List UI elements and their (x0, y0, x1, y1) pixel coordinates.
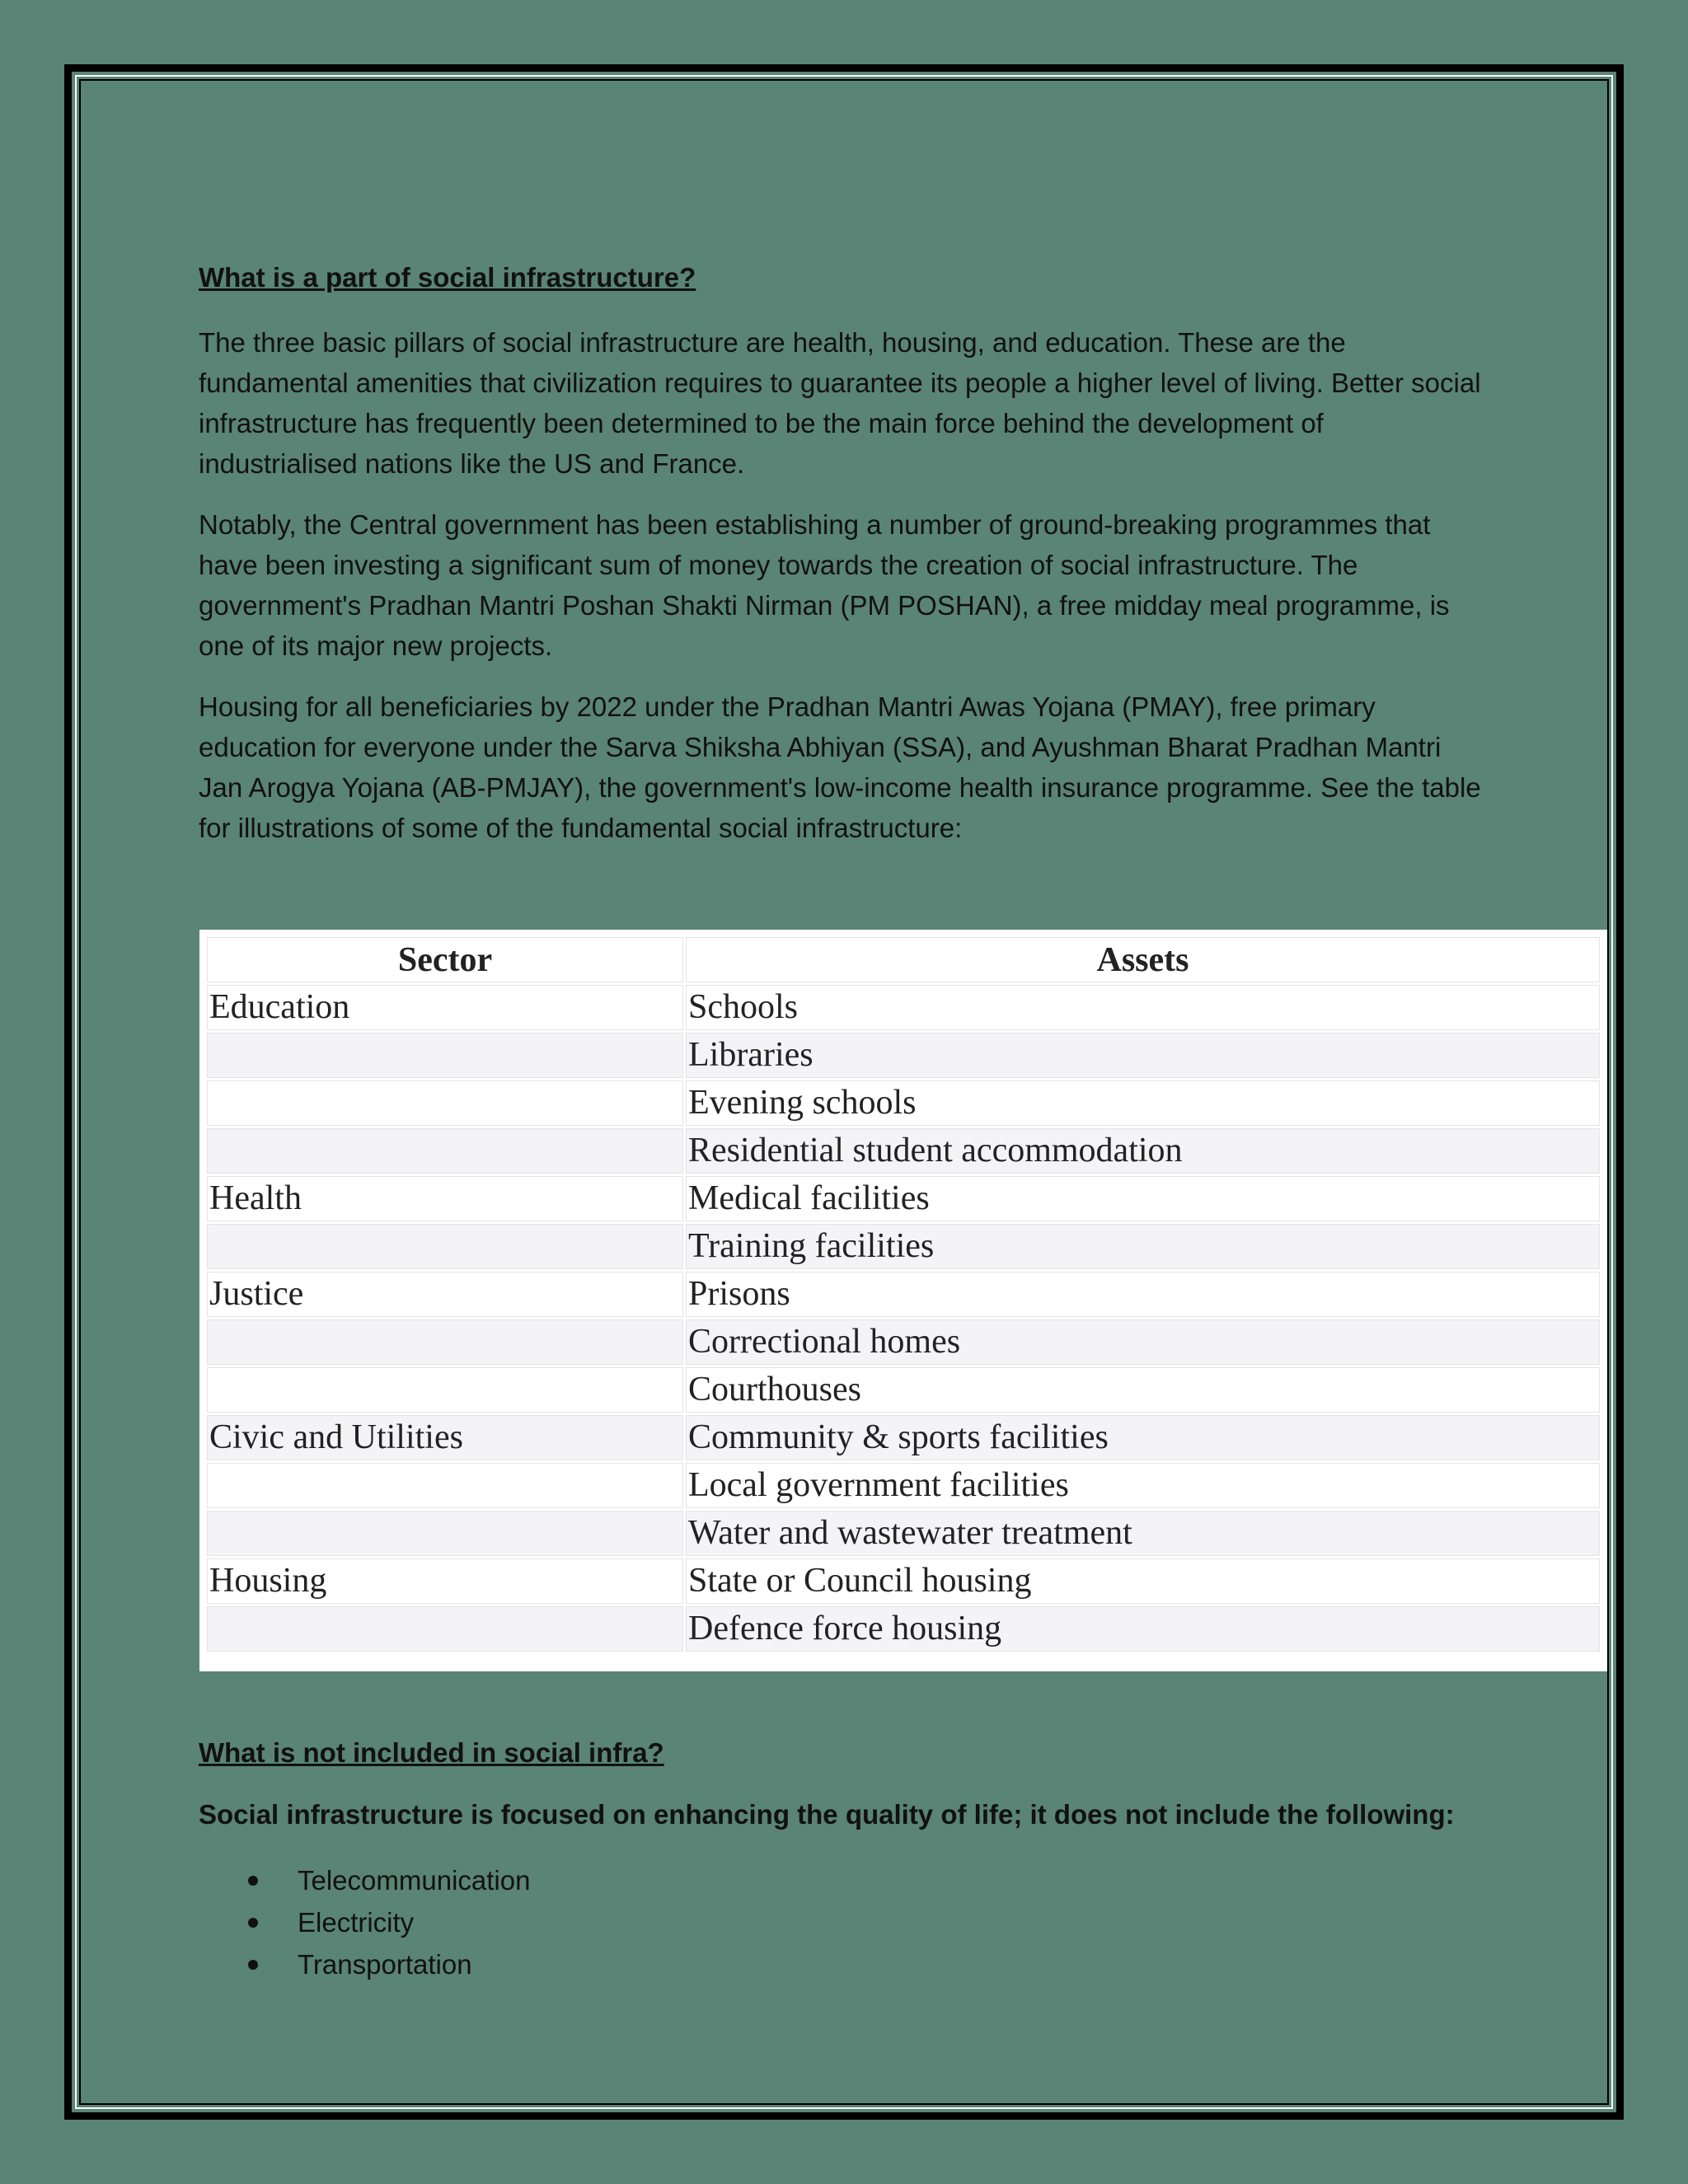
assets-table (204, 935, 1602, 1654)
bullet-icon (248, 1876, 258, 1886)
sector-cell (207, 1128, 683, 1174)
list-item: Electricity (199, 1901, 530, 1943)
sector-cell (207, 1463, 683, 1508)
asset-cell: Schools (686, 985, 1600, 1030)
table-header-row (207, 937, 1600, 982)
excluded-list (199, 1859, 530, 1985)
asset-cell: Libraries (686, 1033, 1600, 1078)
bullet-icon (248, 1918, 258, 1928)
table-row (207, 1033, 1600, 1078)
table-row (207, 1606, 1600, 1652)
sector-cell: Civic and Utilities (207, 1415, 683, 1460)
column-header-sector: Sector (207, 937, 683, 982)
paragraph-housing-schemes: Housing for all beneficiaries by 2022 under the Pradhan Mantri Awas Yojana (PMAY), free primary education for everyone under the Sarva Shiksha Abhiyan (SSA), and Ayushman Bharat Pradhan Mantri Jan Arogya Yojana (AB-PMJAY), the government's low-income health insurance programme. See the table for illustrations of some of the fundamental social infrastructure: (199, 691, 1481, 843)
asset-cell: Courthouses (686, 1367, 1600, 1413)
not-included-intro: Social infrastructure is focused on enhancing the quality of life; it does not include the following: (199, 1799, 1455, 1830)
table-row (207, 1319, 1600, 1365)
asset-cell: Evening schools (686, 1080, 1600, 1126)
social-infrastructure-table (199, 930, 1607, 1671)
bullet-icon (248, 1960, 258, 1970)
asset-cell: Correctional homes (686, 1319, 1600, 1365)
asset-cell: Residential student accommodation (686, 1128, 1600, 1174)
section-heading-not-included: What is not included in social infra? (199, 1737, 664, 1768)
table-row (207, 1463, 1600, 1508)
table-row (207, 1558, 1600, 1604)
section-heading-social-infrastructure: What is a part of social infrastructure? (199, 262, 696, 293)
list-item: Transportation (199, 1943, 530, 1985)
sector-cell (207, 1224, 683, 1269)
sector-cell: Education (207, 985, 683, 1030)
asset-cell: Community & sports facilities (686, 1415, 1600, 1460)
table-row (207, 1128, 1600, 1174)
table-row (207, 1272, 1600, 1317)
table-row (207, 985, 1600, 1030)
asset-cell: Prisons (686, 1272, 1600, 1317)
asset-cell: Defence force housing (686, 1606, 1600, 1652)
asset-cell: Local government facilities (686, 1463, 1600, 1508)
sector-cell (207, 1319, 683, 1365)
list-item: Telecommunication (199, 1859, 530, 1901)
sector-cell: Housing (207, 1558, 683, 1604)
sector-cell (207, 1606, 683, 1652)
table-row (207, 1415, 1600, 1460)
paragraph-pillars: The three basic pillars of social infrastructure are health, housing, and education. These are the fundamental amenities that civilization requires to guarantee its people a higher level of living. Better social infrastructure has frequently been determined to be the main force behind the development of industrialised nations like the US and France. (199, 327, 1481, 479)
sector-cell (207, 1511, 683, 1556)
sector-cell (207, 1367, 683, 1413)
sector-cell (207, 1033, 683, 1078)
asset-cell: State or Council housing (686, 1558, 1600, 1604)
sector-cell: Health (207, 1176, 683, 1221)
paragraph-central-government: Notably, the Central government has been establishing a number of ground-breaking programmes that have been investing a significant sum of money towards the creation of social infrastructure. The government's Pradhan Mantri Poshan Shakti Nirman (PM POSHAN), a free midday meal programme, is one of its major new projects. (199, 509, 1450, 661)
table-row (207, 1176, 1600, 1221)
table-row (207, 1080, 1600, 1126)
table-row (207, 1367, 1600, 1413)
table-row (207, 1224, 1600, 1269)
column-header-assets: Assets (686, 937, 1600, 982)
table-row (207, 1511, 1600, 1556)
asset-cell: Medical facilities (686, 1176, 1600, 1221)
asset-cell: Training facilities (686, 1224, 1600, 1269)
sector-cell: Justice (207, 1272, 683, 1317)
sector-cell (207, 1080, 683, 1126)
asset-cell: Water and wastewater treatment (686, 1511, 1600, 1556)
